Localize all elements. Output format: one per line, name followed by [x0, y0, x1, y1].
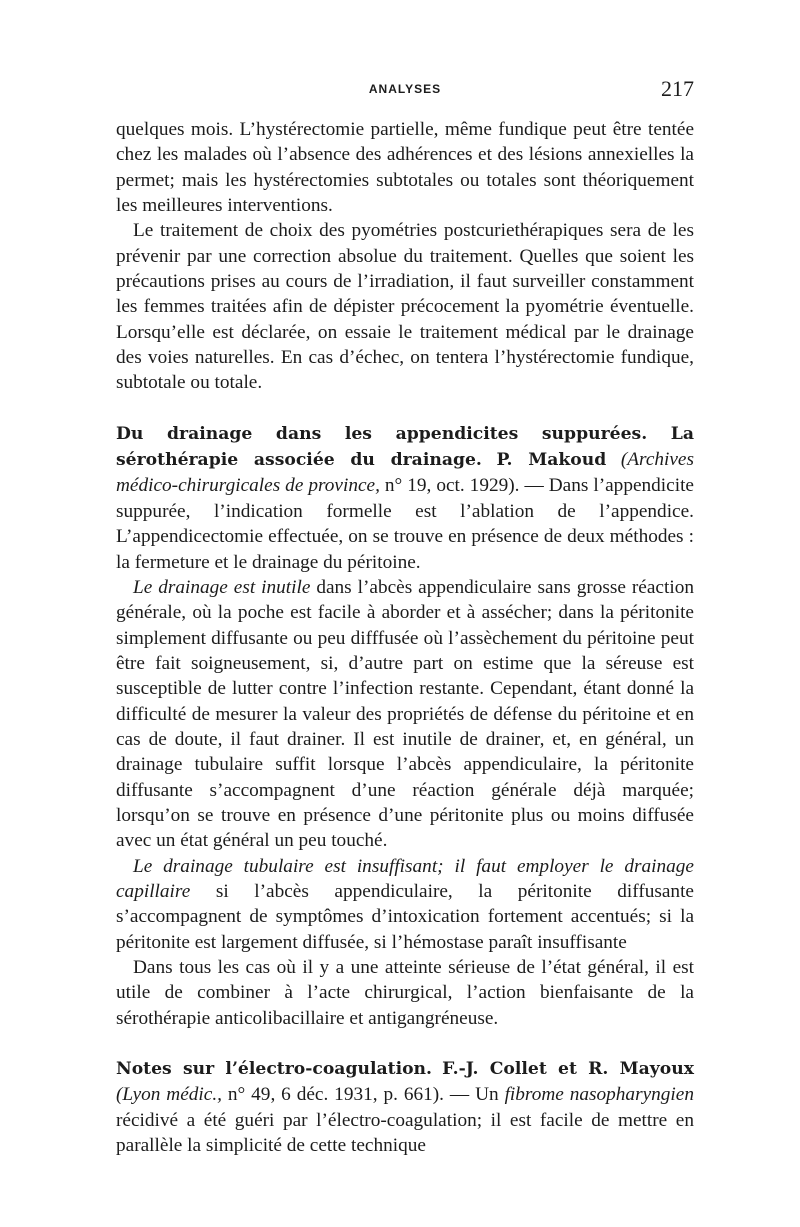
article-1-paragraph-2 [116, 575, 694, 854]
article-1-p3-text: si l’abcès appendiculaire, la péritonite diffusante s’accompagnent de symptômes d’intoxication fortement accentués; si la péritonite est largement diffusée, si l’hémostase paraît insuffisante [116, 880, 694, 953]
article-1-p2-italic: Le drainage est inutile [133, 576, 311, 598]
article-1-paragraph-4: Dans tous les cas où il y a une atteinte sérieuse de l’état général, il est utile de combiner à l’acte chirurgical, l’action bienfaisante de la sérothérapie anticolibacillaire et antigangréneuse. [116, 957, 694, 1029]
article-1-p2-text: dans l’abcès appendiculaire sans grosse réaction générale, où la poche est facile à aborder et à assécher; dans la péritonite simplement diffusante ou peu difffusée où l’assèchement du péritoine peut être fait soigneusement, si, d’autre part on estime que la séreuse est susceptible de lutter contre l’infection restante. Cependant, étant donné la difficulté de mesurer la valeur des propriétés de défense du péritoine et en cas de doute, il faut drainer. Il est inutile de drainer, et, en général, un drainage tubulaire suffit lorsque l’abcès appendiculaire, la péritonite diffusante s’accompagnent d’une réaction générale déjà marquée; lorsqu’on se trouve en présence d’une péritonite plus ou moins diffusée avec un état général un peu touché. [116, 576, 694, 852]
intro-paragraph-1: quelques mois. L’hystérectomie partielle, même fundique peut être tentée chez les malades où l’absence des adhérences et des lésions annexielles la permet; mais les hystérectomies subtotales ou totales sont théoriquement les meilleures interventions. [116, 119, 694, 217]
page-header [116, 77, 694, 101]
article-1-intro-text: — Dans l’appendicite suppurée, l’indication formelle est l’ablation de l’appendice. L’appendicectomie effectuée, on se trouve en présence de deux méthodes : la fermeture et le drainage du péritoine. [116, 475, 694, 573]
article-2-citation: n° 49, 6 déc. 1931, p. 661). [227, 1084, 444, 1106]
article-2-dash: — Un [449, 1084, 499, 1106]
article-1-p3-italic: Le drainage tubulaire est insuffisant; il faut employer le drainage capillaire [116, 855, 694, 902]
article-drainage-appendicites [116, 421, 694, 1031]
article-2-author: F.-J. Collet et R. Mayoux [442, 1059, 694, 1080]
article-2-italic-term: fibrome nasopharyngien [504, 1084, 694, 1106]
article-1-citation: n° 19, oct. 1929). [384, 475, 520, 497]
running-title: ANALYSES [368, 82, 442, 96]
body-text [116, 117, 694, 1158]
article-1-author: P. Makoud [496, 450, 607, 471]
article-2-source: (Lyon médic., [116, 1084, 222, 1106]
page-number: 217 [661, 76, 694, 101]
article-1-source: (Archives médico-chirurgicales de province, [116, 449, 694, 497]
article-2-title: Notes sur l’électro-coagulation. [116, 1059, 433, 1080]
article-1-title: Du drainage dans les appendicites suppurées. La sérothérapie associée du drainage. [116, 423, 694, 471]
article-2-lead-paragraph [116, 1056, 694, 1158]
article-electro-coagulation [116, 1056, 694, 1158]
article-1-lead-paragraph [116, 421, 694, 575]
article-1-paragraph-3 [116, 854, 694, 955]
intro-paragraph-2: Le traitement de choix des pyométries postcuriethérapiques sera de les prévenir par une correction absolue du traitement. Quelles que soient les précautions prises au cours de l’irradiation, il faut surveiller constamment les femmes traitées afin de dépister précocement la pyométrie éventuelle. Lorsqu’elle est déclarée, on essaie le traitement médical par le drainage des voies naturelles. En cas d’échec, on tentera l’hystérectomie fundique, subtotale ou totale. [116, 220, 694, 394]
article-2-text: récidivé a été guéri par l’électro-coagulation; il est facile de mettre en parallèle la simplicité de cette technique [116, 1109, 694, 1157]
